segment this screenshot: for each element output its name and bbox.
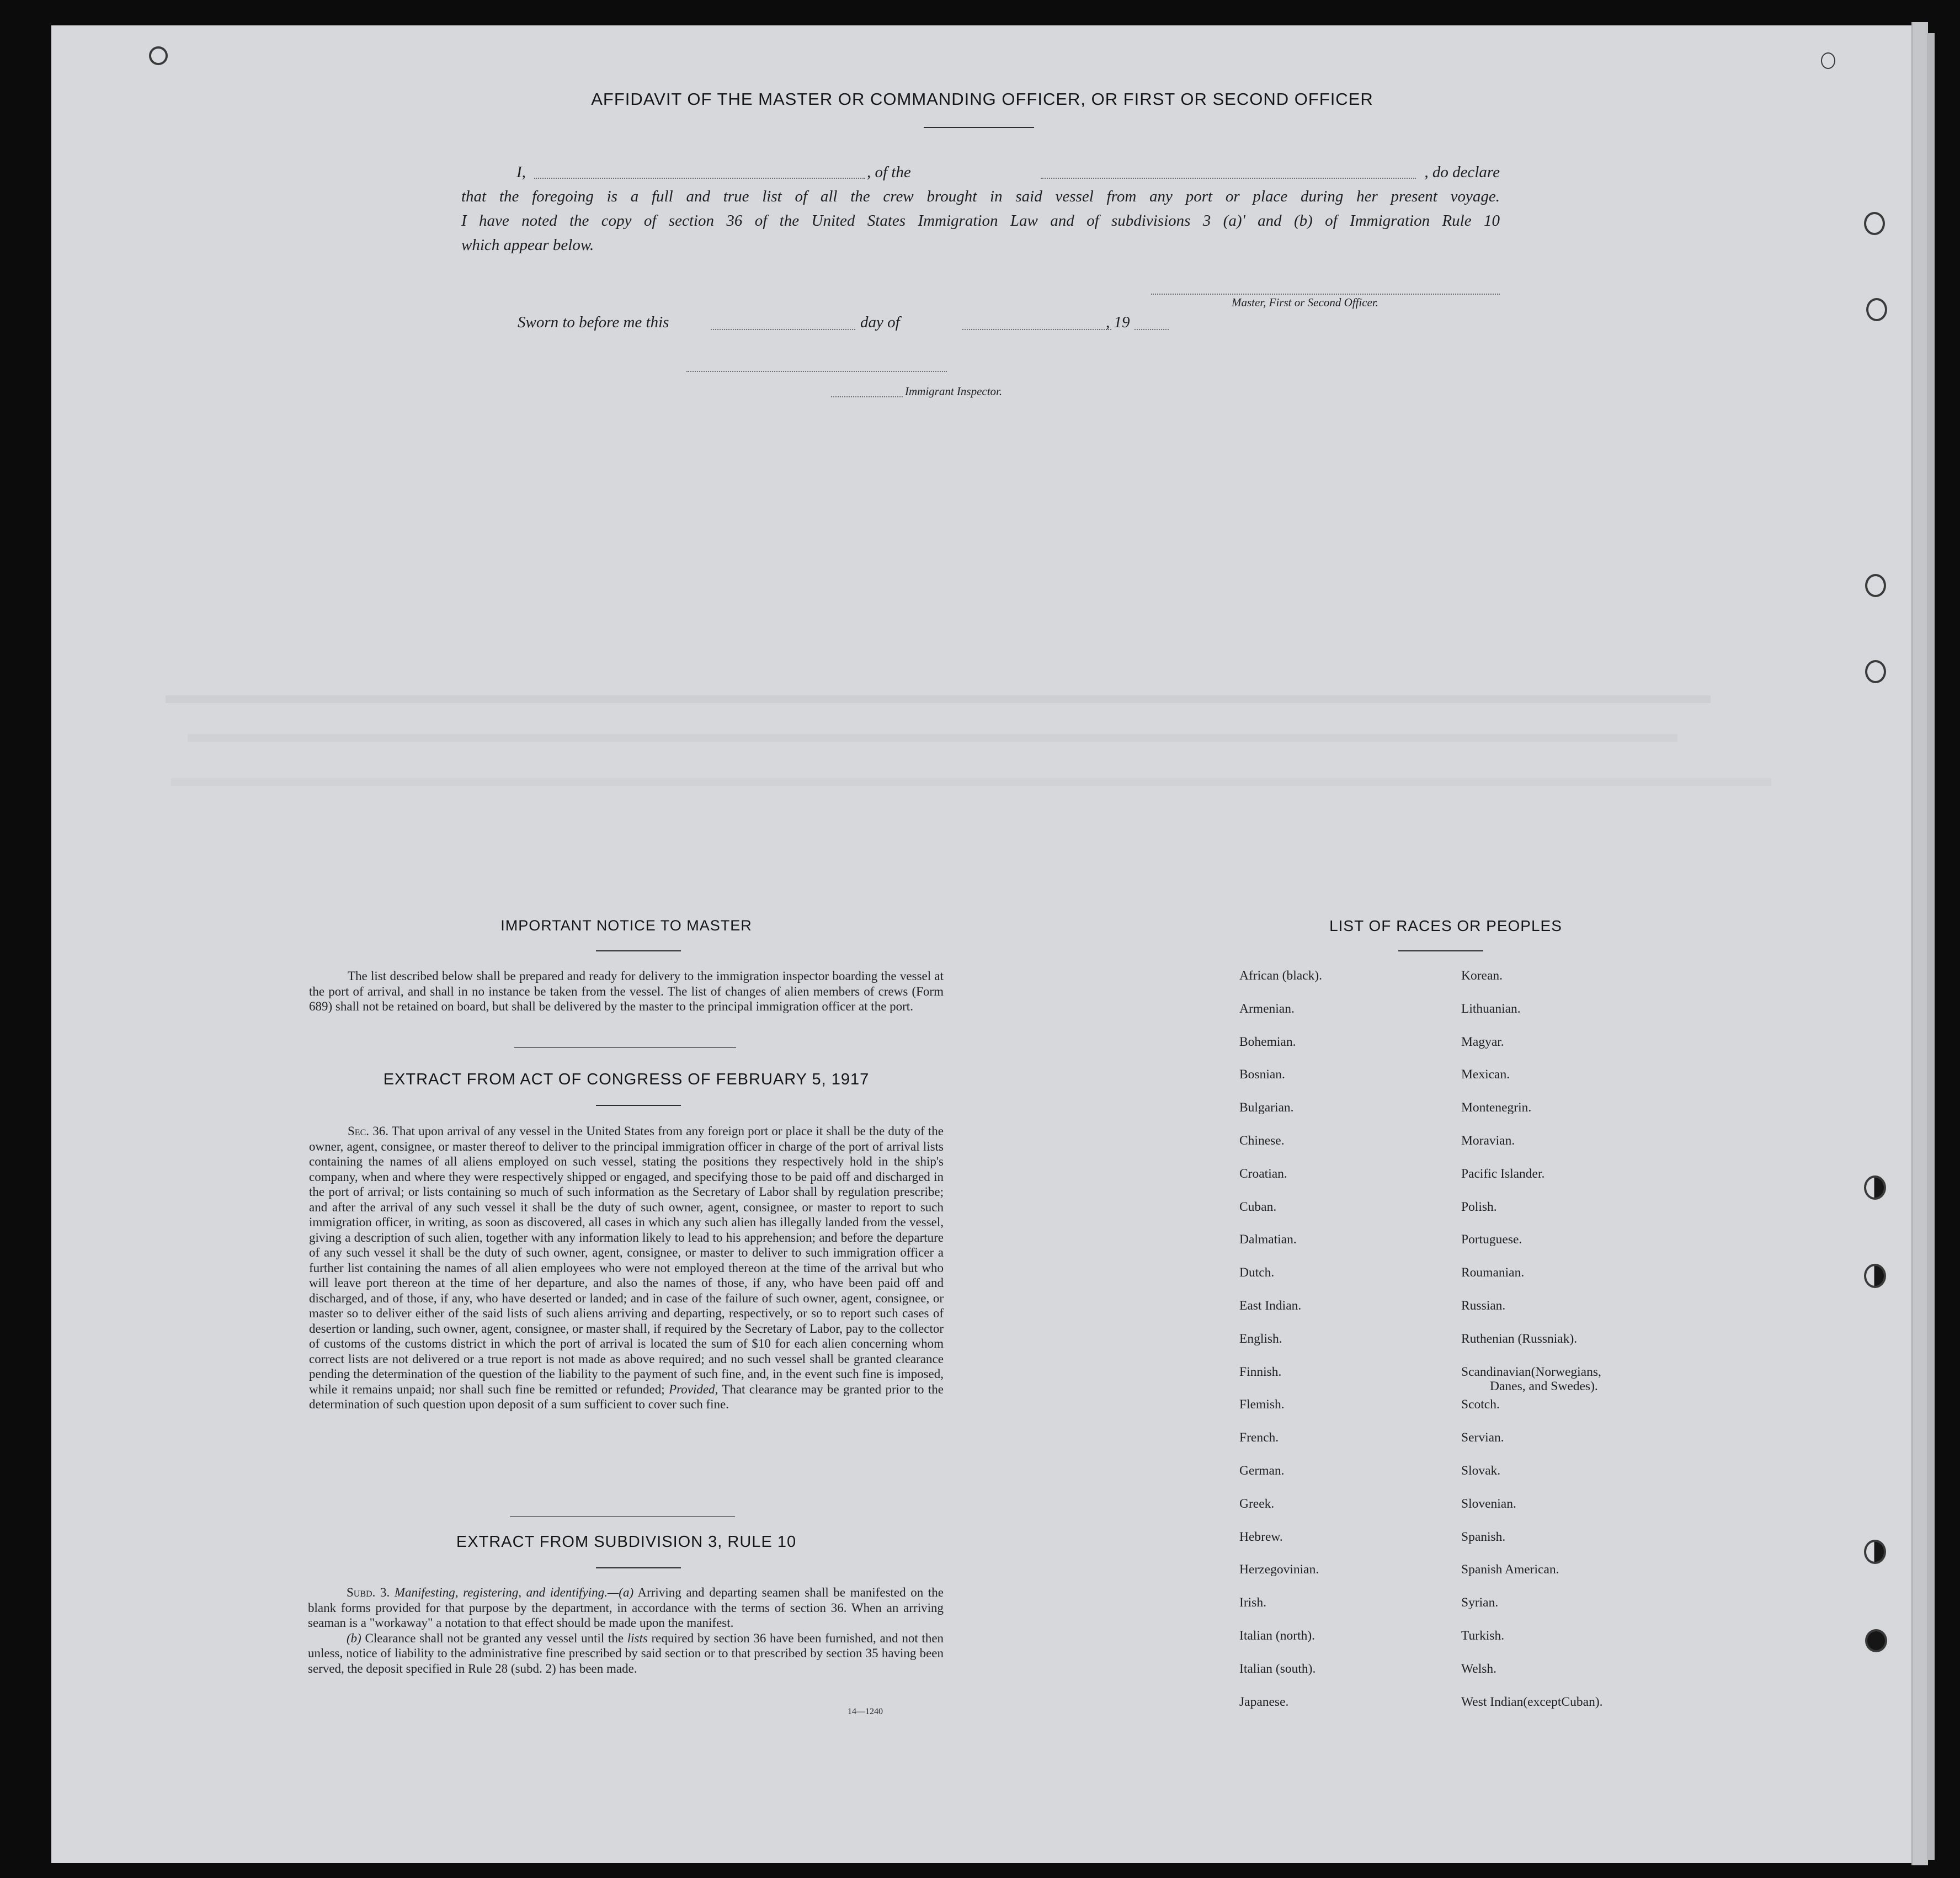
- race-item: Herzegovinian.: [1239, 1562, 1319, 1577]
- race-item: Italian (south).: [1239, 1661, 1316, 1676]
- race-item: Polish.: [1461, 1199, 1497, 1214]
- notice-text: The list described below shall be prepared and ready for delivery to the immigration inspector boarding the vessel at the port of arrival, and shall in no instance be taken from the vessel. The list of changes of alien members of crews (Form 689) shall not be retained on board, but shall be delivered by the master to the principal immigration officer at the port.: [309, 969, 944, 1013]
- subd-heading: Manifesting, registering, and identifying.—(a): [394, 1586, 634, 1599]
- race-item: Spanish American.: [1461, 1562, 1559, 1577]
- race-item: Roumanian.: [1461, 1265, 1525, 1280]
- race-item: Flemish.: [1239, 1397, 1285, 1412]
- subd-label: Subd. 3.: [347, 1586, 390, 1599]
- binder-hole: [1864, 212, 1885, 235]
- race-item: Montenegrin.: [1461, 1100, 1532, 1115]
- race-item: Ruthenian (Russniak).: [1461, 1331, 1578, 1346]
- binder-hole: [1865, 1629, 1887, 1652]
- subd-b-label: (b): [347, 1631, 361, 1645]
- race-item: Dutch.: [1239, 1265, 1275, 1280]
- race-item: Welsh.: [1461, 1661, 1497, 1676]
- sworn-label: Sworn to before me this: [518, 313, 669, 331]
- act-body: That upon arrival of any vessel in the United States from any foreign port or place it shall be the duty of the owner, agent, consignee, or master thereof to deliver to the principal immigration officer in charge of the port of arrival lists containing the names of all aliens employed on such vessel, stating the positions they respectively hold in the ship's company, when and where they were respectively shipped or engaged, and specifying those to be paid off and discharged in the port of arrival; or lists containing so much of such information as the Secretary of Labor shall by regulation prescribe; and after the arrival of any such vessel it shall be the duty of such owner, agent, consignee, or master to report to such immigration officer, in writing, as soon as discovered, all cases in which any such alien has illegally landed from the vessel, giving a description of such alien, together with any information likely to lead to his apprehension; and before the departure of any such vessel it shall be the duty of such owner, agent, consignee, or master to deliver to such immigration officer a further list containing the names of all alien employees who were not employed thereon at the time of the arrival but who will leave port thereon at the time of her departure, and also the names of those, if any, who have been paid off and discharged, and of those, if any, who have deserted or landed; and in case of the failure of such owner, agent, consignee, or master so to deliver either of the said lists of such aliens arriving and departing, respectively, or so to report such cases of desertion or landing, such owner, agent, consignee, or master shall, if required by the Secretary of Labor, pay to the collector of customs of the customs district in which the port of arrival is located the sum of $10 for each alien concerning whom correct lists are not delivered or a true report is not made as above required; and no such vessel shall be granted clearance pending the determination of the question of the liability to the payment of such fine, and, in the event such fine is imposed, while it remains unpaid; nor shall such fine be remitted or refunded;: [309, 1124, 944, 1396]
- race-item: Scotch.: [1461, 1397, 1500, 1412]
- subd-a-body: Arriving and departing seamen shall be manifested on the blank forms provided for that purpose by the department, in accordance with the terms of section 36. When an arriving seaman is a "workaway" a notation to that effect should be made upon the manifest.: [308, 1586, 944, 1630]
- sworn-year-field[interactable]: [1135, 329, 1169, 330]
- race-item: East Indian.: [1239, 1299, 1302, 1313]
- master-name-field[interactable]: [534, 178, 865, 179]
- act-title-underline: [596, 1105, 681, 1106]
- provided-label: Provided,: [669, 1382, 718, 1396]
- of-the-label: , of the: [867, 163, 911, 181]
- i-label: I,: [516, 163, 526, 181]
- race-item: Bohemian.: [1239, 1034, 1296, 1049]
- binder-hole: [1865, 574, 1886, 597]
- race-item: Korean.: [1461, 969, 1503, 983]
- day-of-label: day of: [860, 313, 900, 331]
- subd-b-lists: lists: [627, 1631, 648, 1645]
- master-signature-line[interactable]: [1151, 294, 1500, 295]
- notice-title-underline: [596, 950, 681, 951]
- race-item: Slovenian.: [1461, 1496, 1516, 1511]
- races-title: LIST OF RACES OR PEOPLES: [1329, 917, 1562, 934]
- vessel-name-field[interactable]: [1041, 178, 1416, 179]
- master-caption: Master, First or Second Officer.: [1232, 296, 1378, 309]
- race-item: Dalmatian.: [1239, 1232, 1297, 1247]
- race-item: African (black).: [1239, 969, 1323, 983]
- affidavit-line-3: I have noted the copy of section 36 of the United States Immigration Law and of subdivisions 3 (a)' and (b) of Immigration Rule 10: [461, 212, 1500, 230]
- stacked-page-edge: [1911, 22, 1928, 1865]
- races-title-underline: [1398, 950, 1483, 951]
- title-underline: [924, 127, 1034, 128]
- race-item: Cuban.: [1239, 1199, 1277, 1214]
- affidavit-line-2: that the foregoing is a full and true list of all the crew brought in said vessel from any port or place during her present voyage.: [461, 188, 1500, 205]
- race-item: Bosnian.: [1239, 1067, 1285, 1082]
- rule-title: EXTRACT FROM SUBDIVISION 3, RULE 10: [456, 1533, 797, 1551]
- binder-hole: [1864, 1540, 1886, 1564]
- rule-title-underline: [596, 1567, 681, 1568]
- affidavit-title: AFFIDAVIT OF THE MASTER OR COMMANDING OFFICER, OR FIRST OR SECOND OFFICER: [591, 89, 1373, 109]
- race-item: Spanish.: [1461, 1529, 1506, 1544]
- sworn-line: [461, 310, 1500, 334]
- race-item: Servian.: [1461, 1430, 1504, 1445]
- race-item: Syrian.: [1461, 1595, 1499, 1610]
- race-item: West Indian(exceptCuban).: [1461, 1694, 1603, 1709]
- sworn-day-field[interactable]: [711, 329, 855, 330]
- act-section-36: [309, 1124, 944, 1412]
- race-item: English.: [1239, 1331, 1282, 1346]
- race-item: Mexican.: [1461, 1067, 1510, 1082]
- race-item: Lithuanian.: [1461, 1001, 1521, 1016]
- race-item: Turkish.: [1461, 1629, 1505, 1643]
- binder-hole: [1864, 1175, 1886, 1200]
- act-title: EXTRACT FROM ACT OF CONGRESS OF FEBRUARY 5, 1917: [383, 1071, 870, 1088]
- sworn-month-field[interactable]: [962, 329, 1111, 330]
- section-divider: [510, 1516, 735, 1517]
- stacked-page-edge: [1927, 33, 1935, 1860]
- sec-label: Sec. 36.: [348, 1124, 388, 1138]
- binder-hole: [149, 46, 168, 65]
- bleed-through-marks: [166, 695, 1821, 806]
- affidavit-line-1: [461, 160, 1500, 184]
- race-item: Danes, and Swedes).: [1490, 1379, 1598, 1393]
- binder-hole: [1821, 52, 1835, 69]
- race-item: Magyar.: [1461, 1034, 1504, 1049]
- race-item: Slovak.: [1461, 1464, 1501, 1478]
- notice-title: IMPORTANT NOTICE TO MASTER: [500, 917, 752, 934]
- do-declare-label: , do declare: [1424, 163, 1500, 181]
- subd-b-body-1: Clearance shall not be granted any vessel until the: [365, 1631, 624, 1645]
- form-number: 14—1240: [848, 1707, 883, 1716]
- race-item: Irish.: [1239, 1595, 1266, 1610]
- race-item: Hebrew.: [1239, 1529, 1283, 1544]
- race-item: Armenian.: [1239, 1001, 1295, 1016]
- binder-hole: [1866, 298, 1887, 321]
- race-item: Japanese.: [1239, 1694, 1289, 1709]
- race-item: Chinese.: [1239, 1134, 1285, 1148]
- binder-hole: [1864, 1264, 1886, 1288]
- race-item: Bulgarian.: [1239, 1100, 1294, 1115]
- race-item: Portuguese.: [1461, 1232, 1522, 1247]
- notice-body: [309, 969, 944, 1014]
- year-prefix: , 19: [1106, 313, 1130, 331]
- rule-subdivision-3: [308, 1585, 944, 1676]
- race-item: Croatian.: [1239, 1166, 1287, 1181]
- race-item: Italian (north).: [1239, 1629, 1315, 1643]
- act-body-end: That clearance may be granted prior to the determination of such question upon deposit of a sum sufficient to cover such fine.: [309, 1382, 944, 1411]
- inspector-dot-leader: [831, 396, 903, 397]
- section-divider: [514, 1047, 736, 1048]
- race-item: Moravian.: [1461, 1134, 1515, 1148]
- subd-b-body-2: required by section 36 have been furnished, and not then unless, notice of liability to the administrative fine prescribed by said section or to that prescribed by section 35 having been served, the deposit specified in Rule 28 (subd. 2) has been made.: [308, 1631, 944, 1675]
- affidavit-line-4: which appear below.: [461, 236, 594, 254]
- race-item: Russian.: [1461, 1299, 1506, 1313]
- binder-hole: [1865, 660, 1886, 683]
- race-item: Scandinavian(Norwegians,: [1461, 1364, 1601, 1379]
- race-item: French.: [1239, 1430, 1279, 1445]
- race-item: German.: [1239, 1464, 1285, 1478]
- race-item: Finnish.: [1239, 1364, 1282, 1379]
- race-item: Pacific Islander.: [1461, 1166, 1545, 1181]
- race-item: Greek.: [1239, 1496, 1275, 1511]
- inspector-caption: Immigrant Inspector.: [905, 385, 1003, 398]
- inspector-signature-line[interactable]: [686, 371, 947, 372]
